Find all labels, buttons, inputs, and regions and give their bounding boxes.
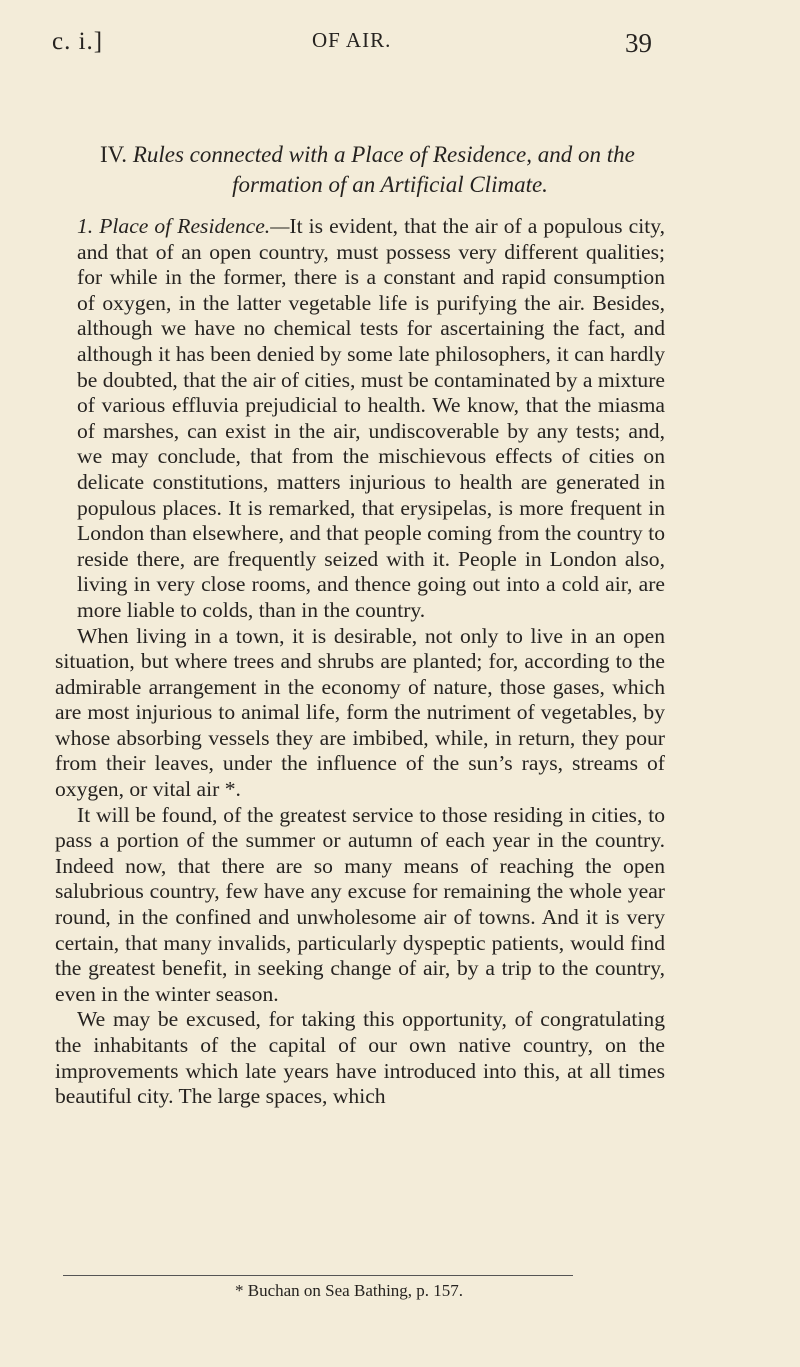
paragraph-lead: 1. Place of Residence.— <box>77 214 290 238</box>
paragraph <box>55 214 665 624</box>
page-number: 39 <box>625 28 652 58</box>
paragraph: When living in a town, it is desirable, not only to live in an open situation, but where trees and shrubs are planted; for, according to the admirable arrangement in the economy of nature, those gases, which are most injurious to animal life, form the nutriment of vegetables, by whose absorbing vessels they are imbibed, while, in return, they pour from their leaves, under the influence of the sun’s rays, streams of oxygen, or vital air *. <box>55 623 665 802</box>
section-heading <box>100 140 680 200</box>
footnote-rule <box>63 1275 573 1276</box>
footnote: * Buchan on Sea Bathing, p. 157. <box>235 1281 464 1300</box>
body-text <box>55 214 665 1110</box>
section-heading-line2: formation of an Artificial Climate. <box>232 172 548 197</box>
paragraph: We may be excused, for taking this opportunity, of congratulating the inhabitants of the capital of our own native country, on the improvements which late years have introduced into this, at all times beautiful city. The large spaces, which <box>55 1007 665 1109</box>
section-heading-line1: Rules connected with a Place of Residence, and on the <box>132 142 635 167</box>
chapter-marker: c. i.] <box>52 28 104 55</box>
section-number: IV. <box>100 142 128 167</box>
running-header <box>52 28 652 68</box>
paragraph-text: It is evident, that the air of a populous city, and that of an open country, must possess very different qualities; for while in the former, there is a constant and rapid consumption of oxygen, in the latter vegetable life is purifying the air. Besides, although we have no chemical tests for ascertaining the fact, and although it has been denied by some late philosophers, it can hardly be doubted, that the air of cities, must be contaminated by a mixture of various effluvia prejudicial to health. We know, that the miasma of marshes, can exist in the air, undiscoverable by any tests; and, we may conclude, that from the mischievous effects of cities on delicate constitutions, matters injurious to health are generated in populous places. It is remarked, that erysipelas, is more frequent in London than elsewhere, and that people coming from the country to reside there, are frequently seized with it. People in London also, living in very close rooms, and thence going out into a cold air, are more liable to colds, than in the country. <box>77 214 665 622</box>
running-title: OF AIR. <box>312 28 392 52</box>
paragraph: It will be found, of the greatest service to those residing in cities, to pass a portion of the summer or autumn of each year in the country. Indeed now, that there are so many means of reaching the open salubrious country, few have any excuse for remaining the whole year round, in the confined and unwholesome air of towns. And it is very certain, that many invalids, particularly dyspeptic patients, would find the greatest benefit, in seeking change of air, by a trip to the country, even in the winter season. <box>55 802 665 1006</box>
